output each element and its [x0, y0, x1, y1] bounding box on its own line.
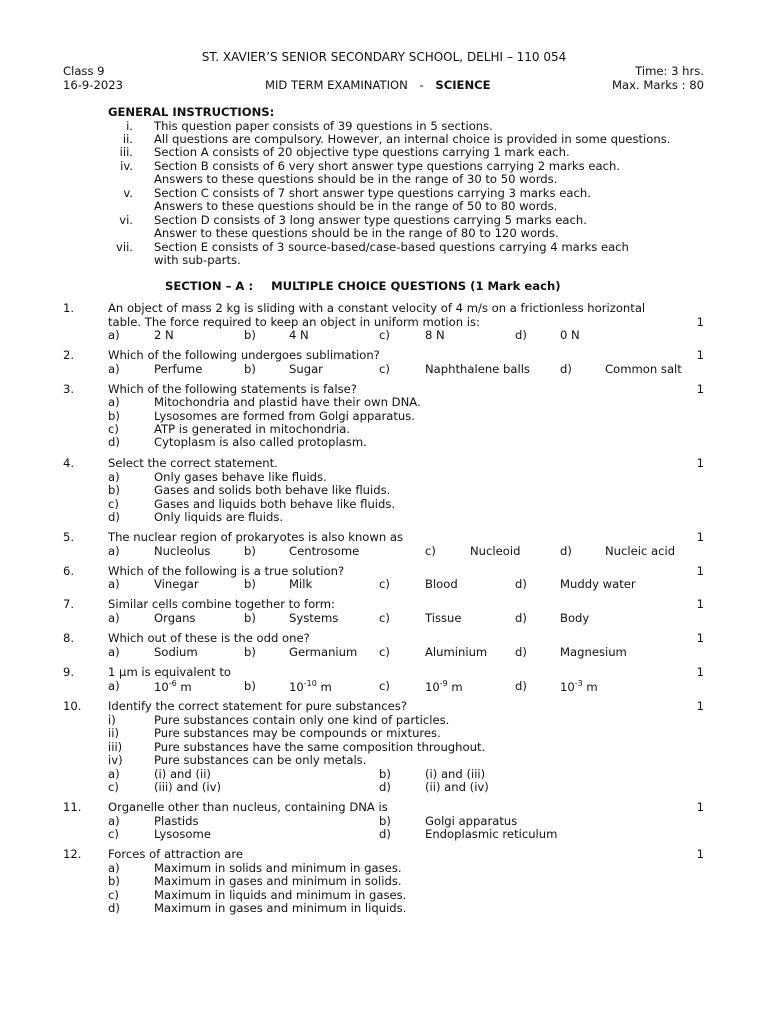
- instruction-text: with sub-parts.: [154, 253, 241, 267]
- option-text: Perfume: [154, 362, 203, 376]
- option-text: 2 N: [154, 328, 174, 342]
- option-text: Body: [560, 611, 590, 625]
- option-label: b): [244, 362, 256, 376]
- statement-label: i): [108, 713, 116, 727]
- option-text: $10^{-9}$ m: [425, 679, 463, 694]
- section-a-title: [165, 279, 561, 293]
- option-label: d): [515, 611, 527, 625]
- option-text: Golgi apparatus: [425, 814, 518, 828]
- option-label: c): [425, 544, 436, 558]
- instruction-text: Section E consists of 3 source-based/case-based questions carrying 4 marks each: [154, 240, 629, 254]
- option-label: c): [379, 577, 390, 591]
- option-text: Sugar: [289, 362, 323, 376]
- instruction-text: Answers to these questions should be in the range of 50 to 80 words.: [154, 199, 558, 213]
- option-label: a): [108, 328, 120, 342]
- option-label: a): [108, 645, 120, 659]
- question-number: 3.: [63, 382, 75, 396]
- option-text: Endoplasmic reticulum: [425, 827, 558, 841]
- option-label: d): [515, 577, 527, 591]
- option-text: ATP is generated in mitochondria.: [154, 422, 351, 436]
- question-number: 11.: [63, 800, 82, 814]
- option-text: Plastids: [154, 814, 199, 828]
- option-label: c): [108, 827, 119, 841]
- option-label: a): [108, 814, 120, 828]
- option-label: d): [108, 510, 120, 524]
- class-label: Class 9: [63, 64, 105, 78]
- option-text: (i) and (ii): [154, 767, 211, 781]
- statement-text: Pure substances contain only one kind of particles.: [154, 713, 450, 727]
- option-text: Tissue: [425, 611, 462, 625]
- option-label: c): [108, 780, 119, 794]
- question-number: 12.: [63, 847, 82, 861]
- option-text: Only liquids are fluids.: [154, 510, 284, 524]
- question-text: Forces of attraction are: [108, 847, 244, 861]
- option-label: d): [108, 901, 120, 915]
- statement-label: iv): [108, 753, 123, 767]
- option-text: Maximum in liquids and minimum in gases.: [154, 888, 407, 902]
- option-text: Organs: [154, 611, 196, 625]
- option-label: b): [108, 483, 120, 497]
- question-mark: 1: [696, 847, 704, 861]
- question-mark: 1: [696, 665, 704, 679]
- option-label: a): [108, 767, 120, 781]
- option-label: a): [108, 611, 120, 625]
- question-mark: 1: [696, 631, 704, 645]
- statement-label: ii): [108, 726, 119, 740]
- question-mark: 1: [696, 597, 704, 611]
- instruction-number: iv.: [120, 159, 133, 173]
- question-number: 9.: [63, 665, 75, 679]
- question-mark: 1: [696, 699, 704, 713]
- question-mark: 1: [696, 530, 704, 544]
- option-text: Lysosome: [154, 827, 211, 841]
- exam-title: [265, 78, 491, 92]
- question-text: An object of mass 2 kg is sliding with a constant velocity of 4 m/s on a frictionless horizontal: [108, 301, 646, 315]
- option-text: Only gases behave like fluids.: [154, 470, 327, 484]
- instructions-title: GENERAL INSTRUCTIONS:: [108, 105, 275, 119]
- option-text: Maximum in gases and minimum in liquids.: [154, 901, 407, 915]
- question-number: 1.: [63, 301, 75, 315]
- question-text: Organelle other than nucleus, containing DNA is: [108, 800, 388, 814]
- question-number: 2.: [63, 348, 75, 362]
- option-text: (ii) and (iv): [425, 780, 489, 794]
- option-text: Nucleoid: [470, 544, 521, 558]
- instruction-number: iii.: [119, 145, 133, 159]
- option-label: b): [244, 679, 256, 693]
- instruction-text: This question paper consists of 39 questions in 5 sections.: [154, 119, 493, 133]
- option-text: 4 N: [289, 328, 309, 342]
- option-label: d): [560, 362, 572, 376]
- option-text: Blood: [425, 577, 458, 591]
- option-label: d): [379, 780, 391, 794]
- question-text: 1 μm is equivalent to: [108, 665, 231, 679]
- option-text: (iii) and (iv): [154, 780, 222, 794]
- option-text: Gases and solids both behave like fluids.: [154, 483, 391, 497]
- option-label: c): [108, 888, 119, 902]
- option-text: $10^{-3}$ m: [560, 679, 598, 694]
- instruction-number: ii.: [122, 132, 133, 146]
- instruction-text: Section D consists of 3 long answer type questions carrying 5 marks each.: [154, 213, 587, 227]
- question-number: 4.: [63, 456, 75, 470]
- instruction-text: Answer to these questions should be in the range of 80 to 120 words.: [154, 226, 559, 240]
- question-text: Which out of these is the odd one?: [108, 631, 310, 645]
- question-number: 6.: [63, 564, 75, 578]
- question-mark: 1: [696, 348, 704, 362]
- instruction-number: vii.: [116, 240, 133, 254]
- section-description: MULTIPLE CHOICE QUESTIONS (1 Mark each): [271, 279, 561, 293]
- option-label: b): [244, 544, 256, 558]
- option-label: d): [108, 435, 120, 449]
- option-text: $10^{-6}$ m: [154, 679, 192, 694]
- option-label: c): [379, 328, 390, 342]
- option-label: d): [515, 679, 527, 693]
- exam-name: MID TERM EXAMINATION: [265, 78, 408, 92]
- question-text: Similar cells combine together to form:: [108, 597, 335, 611]
- option-text: Muddy water: [560, 577, 636, 591]
- option-label: a): [108, 679, 120, 693]
- instruction-number: v.: [123, 186, 133, 200]
- option-text: $10^{-10}$ m: [289, 679, 332, 694]
- option-text: Cytoplasm is also called protoplasm.: [154, 435, 367, 449]
- statement-label: iii): [108, 740, 123, 754]
- option-label: c): [379, 611, 390, 625]
- option-label: b): [244, 645, 256, 659]
- question-number: 7.: [63, 597, 75, 611]
- question-text: Identify the correct statement for pure substances?: [108, 699, 407, 713]
- question-mark: 1: [696, 456, 704, 470]
- max-marks: Max. Marks : 80: [612, 78, 704, 92]
- option-label: d): [560, 544, 572, 558]
- option-text: Centrosome: [289, 544, 360, 558]
- option-text: Germanium: [289, 645, 358, 659]
- option-text: (i) and (iii): [425, 767, 486, 781]
- option-text: Milk: [289, 577, 313, 591]
- option-text: Aluminium: [425, 645, 488, 659]
- option-label: b): [379, 767, 391, 781]
- option-label: b): [244, 577, 256, 591]
- question-mark: 1: [696, 315, 704, 329]
- option-text: Nucleolus: [154, 544, 211, 558]
- question-text: table. The force required to keep an object in uniform motion is:: [108, 315, 480, 329]
- question-text: Which of the following is a true solution?: [108, 564, 345, 578]
- option-label: c): [379, 362, 390, 376]
- option-label: b): [379, 814, 391, 828]
- statement-text: Pure substances can be only metals.: [154, 753, 367, 767]
- option-label: c): [379, 645, 390, 659]
- question-text: Which of the following undergoes sublimation?: [108, 348, 380, 362]
- option-text: Sodium: [154, 645, 198, 659]
- exam-date: 16-9-2023: [63, 78, 124, 92]
- exam-separator: -: [419, 78, 424, 92]
- option-text: Lysosomes are formed from Golgi apparatus.: [154, 409, 415, 423]
- exam-subject: SCIENCE: [435, 78, 491, 92]
- option-label: b): [108, 409, 120, 423]
- instruction-text: Answers to these questions should be in the range of 30 to 50 words.: [154, 172, 558, 186]
- option-label: d): [515, 645, 527, 659]
- instruction-number: i.: [126, 119, 133, 133]
- question-number: 5.: [63, 530, 75, 544]
- option-label: a): [108, 470, 120, 484]
- option-text: Maximum in gases and minimum in solids.: [154, 874, 402, 888]
- option-label: a): [108, 362, 120, 376]
- question-mark: 1: [696, 564, 704, 578]
- question-number: 8.: [63, 631, 75, 645]
- option-text: 8 N: [425, 328, 445, 342]
- option-text: Nucleic acid: [605, 544, 676, 558]
- option-label: a): [108, 577, 120, 591]
- option-text: Naphthalene balls: [425, 362, 530, 376]
- option-label: d): [379, 827, 391, 841]
- option-label: c): [108, 497, 119, 511]
- option-label: c): [108, 422, 119, 436]
- option-label: b): [244, 328, 256, 342]
- option-label: a): [108, 544, 120, 558]
- time-label: Time: 3 hrs.: [635, 64, 704, 78]
- option-label: b): [244, 611, 256, 625]
- question-text: Select the correct statement.: [108, 456, 278, 470]
- statement-text: Pure substances may be compounds or mixtures.: [154, 726, 441, 740]
- instruction-text: All questions are compulsory. However, an internal choice is provided in some questions.: [154, 132, 671, 146]
- question-number: 10.: [63, 699, 82, 713]
- question-text: Which of the following statements is false?: [108, 382, 357, 396]
- instruction-text: Section A consists of 20 objective type questions carrying 1 mark each.: [154, 145, 570, 159]
- question-text: The nuclear region of prokaryotes is also known as: [108, 530, 404, 544]
- option-text: Common salt: [605, 362, 682, 376]
- school-name: ST. XAVIER’S SENIOR SECONDARY SCHOOL, DELHI – 110 054: [201, 50, 567, 64]
- option-text: Mitochondria and plastid have their own DNA.: [154, 395, 421, 409]
- option-label: b): [108, 874, 120, 888]
- instruction-number: vi.: [119, 213, 133, 227]
- option-text: Vinegar: [154, 577, 199, 591]
- option-text: 0 N: [560, 328, 580, 342]
- question-mark: 1: [696, 800, 704, 814]
- option-label: d): [515, 328, 527, 342]
- option-label: c): [379, 679, 390, 693]
- option-text: Magnesium: [560, 645, 627, 659]
- option-text: Gases and liquids both behave like fluids.: [154, 497, 396, 511]
- option-label: a): [108, 861, 120, 875]
- instruction-text: Section B consists of 6 very short answer type questions carrying 2 marks each.: [154, 159, 621, 173]
- statement-text: Pure substances have the same composition throughout.: [154, 740, 486, 754]
- option-text: Maximum in solids and minimum in gases.: [154, 861, 402, 875]
- question-mark: 1: [696, 382, 704, 396]
- option-text: Systems: [289, 611, 339, 625]
- section-label: SECTION – A :: [165, 279, 254, 293]
- instruction-text: Section C consists of 7 short answer type questions carrying 3 marks each.: [154, 186, 591, 200]
- option-label: a): [108, 395, 120, 409]
